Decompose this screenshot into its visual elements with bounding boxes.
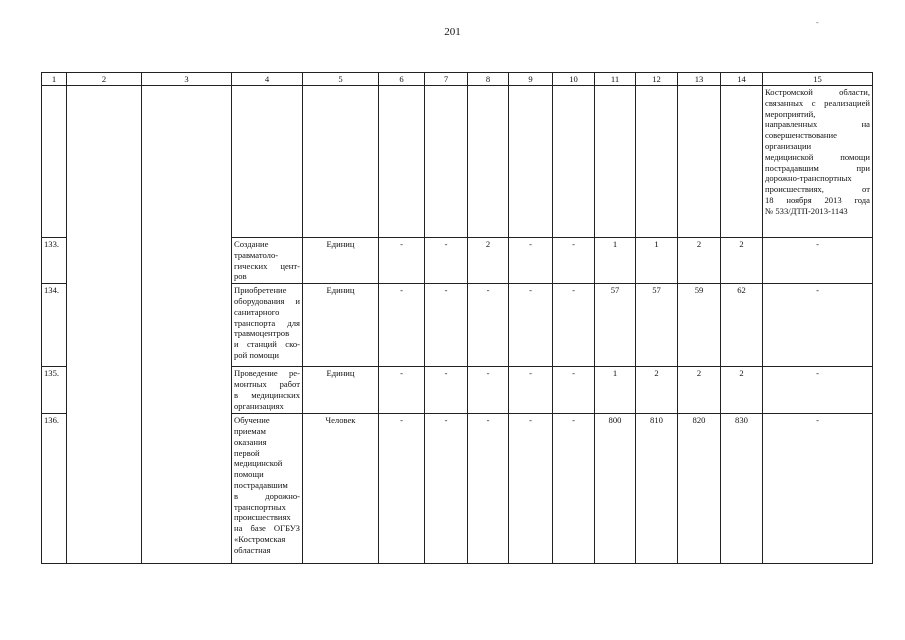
value-cell: 1 bbox=[595, 238, 636, 284]
unit-cell: Единиц bbox=[303, 238, 379, 284]
activity-name-line: Создание bbox=[234, 239, 269, 249]
value-cell: - bbox=[425, 284, 468, 367]
continuation-note-line: направленных на bbox=[765, 119, 870, 130]
continuation-note-line: совершенствование bbox=[765, 130, 837, 141]
continuation-note-line: 18 ноября 2013 года bbox=[765, 194, 870, 205]
activity-name-line: санитарного bbox=[234, 306, 280, 317]
value-cell: - bbox=[509, 414, 553, 564]
continuation-note-line: организации bbox=[765, 140, 812, 151]
value-cell: 62 bbox=[721, 284, 763, 367]
value-cell: 800 bbox=[595, 414, 636, 564]
value-cell: 1 bbox=[636, 238, 678, 284]
header-row bbox=[42, 73, 873, 86]
cont-cell bbox=[468, 86, 509, 238]
continuation-note-line: № 533/ДТП-2013-1143 bbox=[765, 205, 848, 216]
activity-name-line: оборудования и bbox=[234, 295, 300, 306]
activity-name-line: Проведение ре- bbox=[234, 368, 300, 379]
column-header-8: 8 bbox=[468, 73, 509, 86]
data-table bbox=[41, 72, 873, 564]
value-cell: - bbox=[553, 238, 595, 284]
activity-name-line: транспорта для bbox=[234, 317, 300, 328]
column-header-10: 10 bbox=[553, 73, 595, 86]
continuation-note-line: пострадавшим при bbox=[765, 162, 870, 173]
value-cell: 2 bbox=[468, 238, 509, 284]
value-cell: - bbox=[379, 414, 425, 564]
continuation-note-line: медицинской помощи bbox=[765, 151, 870, 162]
column-header-13: 13 bbox=[678, 73, 721, 86]
cont-cell bbox=[678, 86, 721, 238]
continuation-note-line: Костромской области, bbox=[765, 87, 870, 97]
page-number: 201 bbox=[444, 26, 461, 38]
column-header-1: 1 bbox=[42, 73, 67, 86]
activity-name-line: медицинской bbox=[234, 458, 283, 469]
row-number: 133. bbox=[42, 238, 67, 284]
activity-name bbox=[232, 367, 303, 414]
cont-cell bbox=[232, 86, 303, 238]
value-cell: - bbox=[509, 367, 553, 414]
value-cell: 57 bbox=[636, 284, 678, 367]
value-cell: - bbox=[468, 367, 509, 414]
table-body bbox=[42, 86, 873, 564]
activity-name-line: оказания bbox=[234, 436, 267, 447]
column-header-5: 5 bbox=[303, 73, 379, 86]
note-cell: - bbox=[763, 367, 873, 414]
activity-name-line: в медицинских bbox=[234, 389, 300, 400]
value-cell: - bbox=[379, 284, 425, 367]
activity-name-line: «Костромская bbox=[234, 533, 286, 544]
cont-cell bbox=[303, 86, 379, 238]
value-cell: - bbox=[425, 238, 468, 284]
column-header-14: 14 bbox=[721, 73, 763, 86]
value-cell: - bbox=[379, 367, 425, 414]
continuation-note-line: дорожно-транспортных bbox=[765, 173, 852, 184]
activity-name-line: пострадавшим bbox=[234, 479, 288, 490]
activity-name-line: ров bbox=[234, 271, 247, 282]
corner-mark: - bbox=[816, 18, 819, 27]
activity-name-line: Приобретение bbox=[234, 285, 287, 296]
row-number: 135. bbox=[42, 367, 67, 414]
activity-name-line: в дорожно- bbox=[234, 490, 300, 501]
continuation-note-line: связанных с реализацией bbox=[765, 97, 870, 108]
activity-name-line: рой помощи bbox=[234, 349, 280, 360]
column-header-11: 11 bbox=[595, 73, 636, 86]
continuation-note-cell bbox=[763, 86, 873, 238]
activity-name-line: на базе ОГБУЗ bbox=[234, 523, 300, 534]
unit-cell: Единиц bbox=[303, 367, 379, 414]
unit-cell: Человек bbox=[303, 414, 379, 564]
activity-name-line: травматоло- bbox=[234, 249, 279, 260]
value-cell: 59 bbox=[678, 284, 721, 367]
cont-cell bbox=[425, 86, 468, 238]
value-cell: - bbox=[509, 238, 553, 284]
row-number: 134. bbox=[42, 284, 67, 367]
col3-merged-cell bbox=[142, 86, 232, 564]
value-cell: - bbox=[468, 414, 509, 564]
value-cell: - bbox=[425, 414, 468, 564]
activity-name-line: транспортных bbox=[234, 501, 286, 512]
note-cell: - bbox=[763, 284, 873, 367]
column-header-6: 6 bbox=[379, 73, 425, 86]
column-header-9: 9 bbox=[509, 73, 553, 86]
column-header-2: 2 bbox=[67, 73, 142, 86]
activity-name bbox=[232, 238, 303, 284]
activity-name-line: организациях bbox=[234, 400, 284, 411]
activity-name bbox=[232, 414, 303, 564]
unit-cell: Единиц bbox=[303, 284, 379, 367]
value-cell: - bbox=[553, 414, 595, 564]
column-header-3: 3 bbox=[142, 73, 232, 86]
activity-name-line: и станций ско- bbox=[234, 339, 300, 350]
cont-cell bbox=[595, 86, 636, 238]
value-cell: - bbox=[553, 367, 595, 414]
col2-merged-cell bbox=[67, 86, 142, 564]
value-cell: 2 bbox=[678, 238, 721, 284]
value-cell: 2 bbox=[678, 367, 721, 414]
value-cell: 830 bbox=[721, 414, 763, 564]
cont-cell bbox=[721, 86, 763, 238]
value-cell: 2 bbox=[721, 238, 763, 284]
row-number: 136. bbox=[42, 414, 67, 564]
note-cell: - bbox=[763, 238, 873, 284]
value-cell: - bbox=[553, 284, 595, 367]
value-cell: 1 bbox=[595, 367, 636, 414]
value-cell: - bbox=[379, 238, 425, 284]
value-cell: 810 bbox=[636, 414, 678, 564]
cont-num-cell bbox=[42, 86, 67, 238]
activity-name-line: гических цент- bbox=[234, 260, 300, 271]
column-header-15: 15 bbox=[763, 73, 873, 86]
continuation-note-line: происшествиях, от bbox=[765, 184, 870, 195]
activity-name-line: первой bbox=[234, 447, 260, 458]
activity-name-line: приемам bbox=[234, 425, 266, 436]
column-header-12: 12 bbox=[636, 73, 678, 86]
activity-name-line: происшествиях bbox=[234, 512, 291, 523]
cont-cell bbox=[509, 86, 553, 238]
cont-cell bbox=[636, 86, 678, 238]
value-cell: - bbox=[468, 284, 509, 367]
value-cell: 2 bbox=[636, 367, 678, 414]
continuation-note-line: мероприятий, bbox=[765, 108, 816, 119]
activity-name-line: монтных работ bbox=[234, 378, 300, 389]
value-cell: - bbox=[509, 284, 553, 367]
value-cell: 2 bbox=[721, 367, 763, 414]
cont-cell bbox=[379, 86, 425, 238]
activity-name-line: травмоцентров bbox=[234, 328, 290, 339]
continuation-row bbox=[42, 86, 873, 238]
cont-cell bbox=[553, 86, 595, 238]
note-cell: - bbox=[763, 414, 873, 564]
value-cell: 820 bbox=[678, 414, 721, 564]
activity-name-line: Обучение bbox=[234, 415, 270, 426]
activity-name-line: помощи bbox=[234, 469, 264, 480]
value-cell: - bbox=[425, 367, 468, 414]
column-header-7: 7 bbox=[425, 73, 468, 86]
activity-name bbox=[232, 284, 303, 367]
column-header-4: 4 bbox=[232, 73, 303, 86]
value-cell: 57 bbox=[595, 284, 636, 367]
activity-name-line: областная bbox=[234, 544, 271, 555]
